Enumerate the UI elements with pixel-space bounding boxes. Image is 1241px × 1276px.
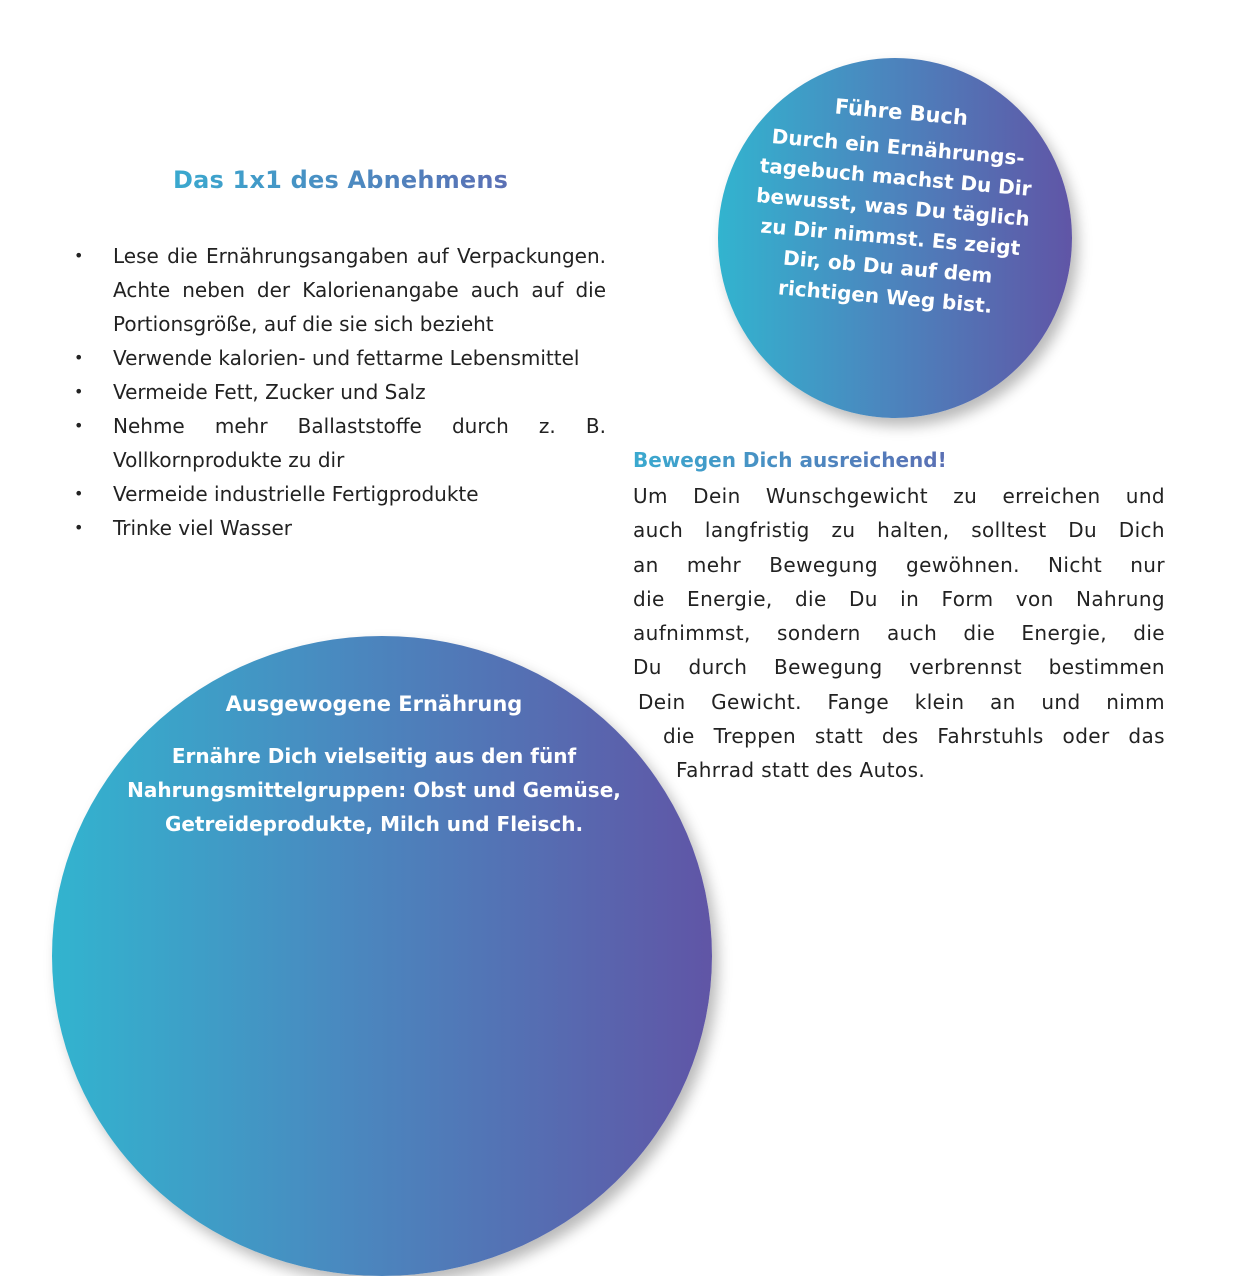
- list-item: [70, 341, 606, 375]
- bullet-icon: •: [74, 484, 84, 503]
- bullet-icon: •: [74, 246, 84, 265]
- tip-text: Lese die Ernährungsangaben auf Verpackungen. Achte neben der Kalorienangabe auch auf die Portionsgröße, auf die sie sich bezieht: [113, 244, 606, 336]
- list-item: [70, 239, 606, 341]
- ausgewogene-ernaehrung-circle: [52, 636, 712, 1276]
- bullet-icon: •: [74, 348, 84, 367]
- tips-list: [70, 239, 606, 545]
- paragraph-line: auch langfristig zu halten, solltest Du Dich: [633, 518, 1165, 542]
- list-item: [70, 511, 606, 545]
- tip-text: Nehme mehr Ballaststoffe durch z. B. Vollkornprodukte zu dir: [113, 414, 606, 472]
- section-heading-bewegung: Bewegen Dich ausreichend!: [633, 448, 947, 472]
- list-item: [70, 477, 606, 511]
- bullet-icon: •: [74, 518, 84, 537]
- fuehre-buch-title: Führe Buch: [833, 94, 969, 131]
- tip-text: Trinke viel Wasser: [113, 516, 292, 540]
- bullet-icon: •: [74, 416, 84, 435]
- ausgewogene-ernaehrung-title: Ausgewogene Ernährung: [225, 692, 523, 716]
- fuehre-buch-text: Durch ein Ernährungs-tagebuch machst Du Dir bewusst, was Du täglich zu Dir nimmst. Es zeigt Dir, ob Du auf dem richtigen Weg bist.: [755, 124, 1033, 318]
- paragraph-line: aufnimmst, sondern auch die Energie, die: [633, 621, 1165, 645]
- paragraph-line: die Energie, die Du in Form von Nahrung: [633, 587, 1165, 611]
- paragraph-line: Fahrrad statt des Autos.: [676, 758, 926, 782]
- page-title: Das 1x1 des Abnehmens: [173, 166, 509, 194]
- list-item: [70, 409, 606, 477]
- fuehre-buch-content: [708, 85, 1079, 327]
- tip-text: Verwende kalorien- und fettarme Lebensmittel: [113, 346, 580, 370]
- paragraph-line: die Treppen statt des Fahrstuhls oder das: [663, 724, 1165, 748]
- paragraph-line: Du durch Bewegung verbrennst bestimmen: [633, 655, 1165, 679]
- paragraph-line: Dein Gewicht. Fange klein an und nimm: [638, 690, 1165, 714]
- paragraph-line: Um Dein Wunschgewicht zu erreichen und: [633, 484, 1165, 508]
- fuehre-buch-circle: [718, 58, 1072, 418]
- ausgewogene-ernaehrung-text: Ernähre Dich vielseitig aus den fünf Nahrungsmittelgruppen: Obst und Gemüse, Getreideprodukte, Milch und Fleisch.: [127, 744, 621, 836]
- tip-text: Vermeide Fett, Zucker und Salz: [113, 380, 426, 404]
- bullet-icon: •: [74, 382, 84, 401]
- tip-text: Vermeide industrielle Fertigprodukte: [113, 482, 479, 506]
- list-item: [70, 375, 606, 409]
- paragraph-line: an mehr Bewegung gewöhnen. Nicht nur: [633, 553, 1165, 577]
